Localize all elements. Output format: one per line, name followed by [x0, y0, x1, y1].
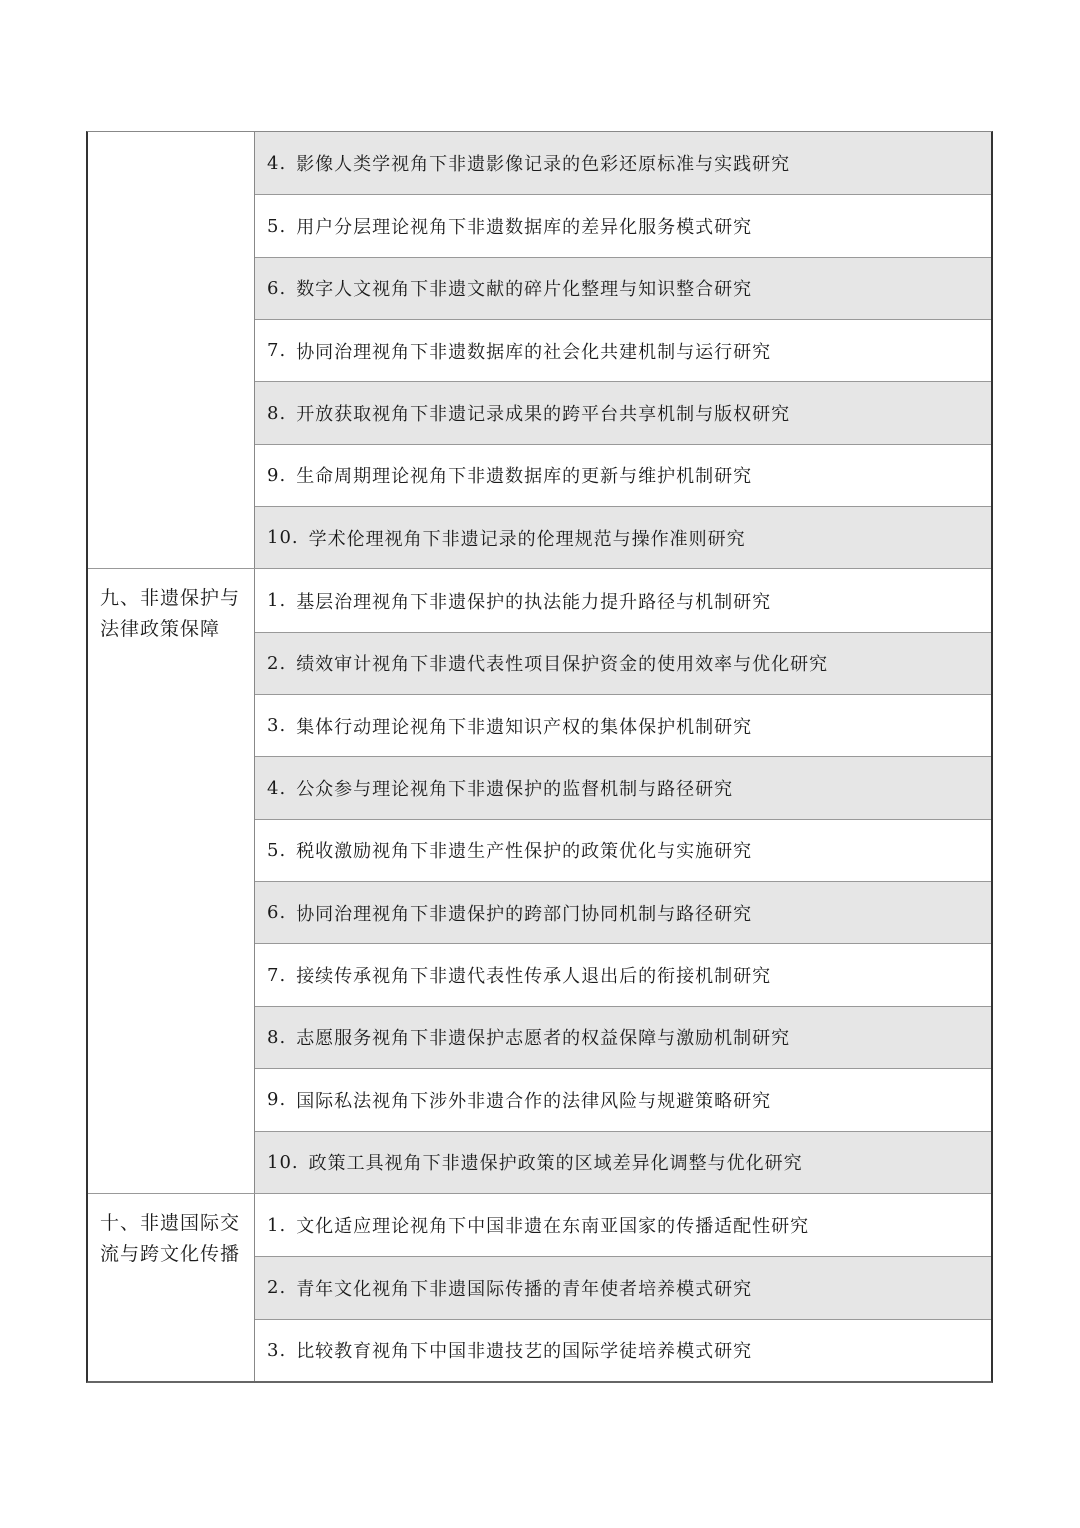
item-number: 3.	[267, 715, 287, 737]
item-text: 政策工具视角下非遗保护政策的区域差异化调整与优化研究	[308, 1153, 803, 1175]
item-text: 用户分层理论视角下非遗数据库的差异化服务模式研究	[296, 217, 753, 239]
item-number: 4.	[267, 777, 287, 799]
item-number: 5.	[267, 215, 287, 237]
topic-group-continued	[88, 132, 991, 568]
topic-list	[255, 132, 991, 568]
table-row	[255, 506, 991, 568]
item-text: 国际私法视角下涉外非遗合作的法律风险与规避策略研究	[296, 1090, 772, 1112]
table-row	[255, 1006, 991, 1068]
item-text: 青年文化视角下非遗国际传播的青年使者培养模式研究	[296, 1278, 753, 1300]
table-row	[255, 1131, 991, 1193]
table-row	[255, 444, 991, 506]
item-number: 3.	[267, 1339, 287, 1361]
table-row	[255, 694, 991, 756]
item-number: 1.	[267, 1214, 287, 1236]
item-number: 9.	[267, 1089, 287, 1111]
table-row	[255, 132, 991, 194]
item-text: 志愿服务视角下非遗保护志愿者的权益保障与激励机制研究	[296, 1028, 791, 1050]
item-number: 8.	[267, 1026, 287, 1048]
table-row	[255, 569, 991, 631]
table-row	[255, 881, 991, 943]
item-number: 2.	[267, 1277, 287, 1299]
item-text: 数字人文视角下非遗文献的碎片化整理与知识整合研究	[296, 279, 753, 301]
table-row	[255, 1068, 991, 1130]
item-number: 10.	[267, 527, 299, 549]
item-text: 集体行动理论视角下非遗知识产权的集体保护机制研究	[296, 716, 753, 738]
item-text: 生命周期理论视角下非遗数据库的更新与维护机制研究	[296, 466, 753, 488]
topic-group-legal-policy	[88, 568, 991, 1192]
item-text: 协同治理视角下非遗保护的跨部门协同机制与路径研究	[296, 903, 753, 925]
item-text: 文化适应理论视角下中国非遗在东南亚国家的传播适配性研究	[296, 1216, 810, 1238]
table-row	[255, 943, 991, 1005]
item-number: 8.	[267, 402, 287, 424]
item-number: 9.	[267, 464, 287, 486]
item-text: 绩效审计视角下非遗代表性项目保护资金的使用效率与优化研究	[296, 654, 829, 676]
table-row	[255, 1319, 991, 1381]
item-number: 6.	[267, 902, 287, 924]
item-text: 基层治理视角下非遗保护的执法能力提升路径与机制研究	[296, 591, 772, 613]
item-number: 1.	[267, 590, 287, 612]
item-number: 6.	[267, 277, 287, 299]
category-cell: 九、非遗保护与法律政策保障	[88, 569, 255, 1192]
category-cell: 十、非遗国际交流与跨文化传播	[88, 1194, 255, 1381]
item-number: 4.	[267, 152, 287, 174]
item-text: 开放获取视角下非遗记录成果的跨平台共享机制与版权研究	[296, 404, 791, 426]
table-row	[255, 257, 991, 319]
item-number: 7.	[267, 340, 287, 362]
table-row	[255, 1256, 991, 1318]
research-topics-table	[86, 131, 993, 1383]
item-text: 影像人类学视角下非遗影像记录的色彩还原标准与实践研究	[296, 154, 791, 176]
item-text: 学术伦理视角下非遗记录的伦理规范与操作准则研究	[308, 528, 746, 550]
table-row	[255, 1194, 991, 1256]
table-row	[255, 381, 991, 443]
item-number: 10.	[267, 1151, 299, 1173]
table-row	[255, 632, 991, 694]
item-number: 2.	[267, 652, 287, 674]
table-row	[255, 756, 991, 818]
table-row	[255, 319, 991, 381]
item-number: 5.	[267, 839, 287, 861]
item-text: 税收激励视角下非遗生产性保护的政策优化与实施研究	[296, 841, 753, 863]
category-cell	[88, 132, 255, 568]
topic-list	[255, 1194, 991, 1381]
table-row	[255, 194, 991, 256]
table-row	[255, 819, 991, 881]
item-number: 7.	[267, 964, 287, 986]
topic-list	[255, 569, 991, 1192]
item-text: 公众参与理论视角下非遗保护的监督机制与路径研究	[296, 779, 734, 801]
item-text: 比较教育视角下中国非遗技艺的国际学徒培养模式研究	[296, 1341, 753, 1363]
item-text: 协同治理视角下非遗数据库的社会化共建机制与运行研究	[296, 341, 772, 363]
topic-group-international	[88, 1193, 991, 1381]
item-text: 接续传承视角下非遗代表性传承人退出后的衔接机制研究	[296, 966, 772, 988]
